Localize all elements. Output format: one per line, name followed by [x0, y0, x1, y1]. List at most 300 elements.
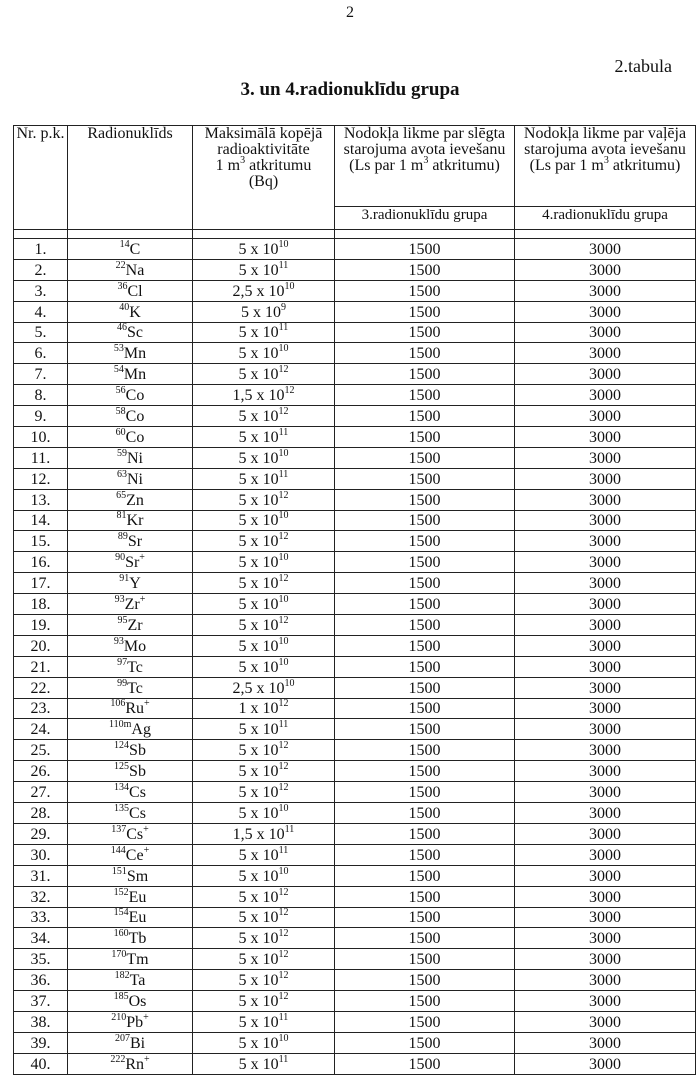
activity-cell [193, 907, 335, 928]
activity-mantissa: 5 [238, 742, 247, 760]
mass-number: 95 [117, 614, 128, 626]
group4-rate: 3000 [515, 1011, 696, 1032]
element-symbol: Ni [127, 470, 143, 488]
activity-cell [193, 552, 335, 573]
nuclide-cell [68, 907, 193, 928]
nuclide-cell [68, 489, 193, 510]
group4-rate: 3000 [515, 635, 696, 656]
activity-times-ten: x 10 [246, 637, 279, 655]
row-number: 9. [14, 406, 68, 427]
row-number: 3. [14, 280, 68, 301]
plus-marker: + [143, 1011, 149, 1023]
nuclide-cell [68, 552, 193, 573]
header-closed-source-rate [335, 126, 515, 207]
nuclide-cell [68, 656, 193, 677]
header-activity [193, 126, 335, 230]
row-number: 35. [14, 949, 68, 970]
activity-exponent: 10 [278, 343, 289, 355]
activity-exponent: 11 [284, 823, 295, 835]
mass-number: 151 [111, 865, 127, 877]
group4-rate: 3000 [515, 844, 696, 865]
nuclide-cell [68, 385, 193, 406]
activity-times-ten: x 10 [246, 596, 279, 614]
activity-times-ten: x 10 [252, 282, 285, 300]
activity-times-ten: x 10 [246, 1034, 279, 1052]
mass-number: 81 [116, 510, 127, 522]
activity-cell [193, 782, 335, 803]
element-symbol: Mo [123, 637, 147, 655]
activity-times-ten: x 10 [246, 867, 279, 885]
group3-rate: 1500 [335, 239, 515, 260]
group4-rate: 3000 [515, 594, 696, 615]
activity-mantissa: 5 [238, 596, 247, 614]
group3-rate: 1500 [335, 782, 515, 803]
activity-exponent: 12 [278, 364, 289, 376]
row-number: 27. [14, 782, 68, 803]
activity-exponent: 10 [278, 510, 289, 522]
mass-number: 210 [111, 1011, 127, 1023]
table-row [14, 489, 696, 510]
plus-marker: + [144, 1053, 150, 1065]
header-activity-line3: (Bq) [248, 173, 279, 190]
mass-number: 40 [119, 301, 130, 313]
activity-times-ten: x 10 [246, 930, 279, 948]
header-group3: 3.radionuklīdu grupa [335, 207, 515, 230]
table-row [14, 865, 696, 886]
element-symbol: Pb [126, 1013, 144, 1031]
activity-times-ten: x 10 [246, 888, 279, 906]
group4-rate: 3000 [515, 301, 696, 322]
row-number: 1. [14, 239, 68, 260]
activity-times-ten: x 10 [246, 491, 279, 509]
element-symbol: Na [125, 261, 145, 279]
header-nuclide: Radionuklīds [68, 126, 193, 230]
group4-rate: 3000 [515, 427, 696, 448]
table-row [14, 635, 696, 656]
nuclide-cell [68, 761, 193, 782]
header-closed-text: Nodokļa likme par slēgta starojuma avota ievešanu [343, 125, 506, 158]
activity-times-ten: x 10 [246, 408, 279, 426]
group3-rate: 1500 [335, 259, 515, 280]
mass-number: 53 [113, 343, 124, 355]
activity-exponent: 12 [278, 782, 289, 794]
activity-cell [193, 280, 335, 301]
row-number: 31. [14, 865, 68, 886]
activity-exponent: 11 [278, 322, 289, 334]
activity-mantissa: 5 [238, 784, 247, 802]
activity-mantissa: 5 [238, 721, 247, 739]
nuclide-cell [68, 1053, 193, 1074]
mass-number: 93 [113, 635, 124, 647]
group3-rate: 1500 [335, 301, 515, 322]
table-row [14, 385, 696, 406]
group3-rate: 1500 [335, 1011, 515, 1032]
nuclide-cell [68, 1011, 193, 1032]
group4-rate: 3000 [515, 510, 696, 531]
group3-rate: 1500 [335, 1053, 515, 1074]
row-number: 12. [14, 468, 68, 489]
group3-rate: 1500 [335, 385, 515, 406]
activity-times-ten: x 10 [246, 909, 279, 927]
activity-cell [193, 635, 335, 656]
table-row [14, 698, 696, 719]
table-row [14, 427, 696, 448]
row-number: 30. [14, 844, 68, 865]
table-row [14, 656, 696, 677]
table-row [14, 991, 696, 1012]
table-row [14, 259, 696, 280]
group3-rate: 1500 [335, 280, 515, 301]
table-row [14, 239, 696, 260]
group3-rate: 1500 [335, 656, 515, 677]
row-number: 15. [14, 531, 68, 552]
group4-rate: 3000 [515, 1053, 696, 1074]
activity-mantissa: 5 [238, 261, 247, 279]
group3-rate: 1500 [335, 427, 515, 448]
activity-exponent: 12 [278, 949, 289, 961]
mass-number: 65 [116, 489, 127, 501]
activity-times-ten: x 10 [246, 616, 279, 634]
activity-cell [193, 991, 335, 1012]
row-number: 33. [14, 907, 68, 928]
mass-number: 182 [114, 970, 130, 982]
activity-mantissa: 5 [238, 1055, 247, 1073]
activity-times-ten: x 10 [246, 784, 279, 802]
row-number: 40. [14, 1053, 68, 1074]
activity-mantissa: 5 [238, 951, 247, 969]
group3-rate: 1500 [335, 740, 515, 761]
group4-rate: 3000 [515, 468, 696, 489]
row-number: 37. [14, 991, 68, 1012]
nuclide-cell [68, 970, 193, 991]
activity-cell [193, 385, 335, 406]
group3-rate: 1500 [335, 531, 515, 552]
nuclide-cell [68, 615, 193, 636]
row-number: 39. [14, 1032, 68, 1053]
activity-cell [193, 322, 335, 343]
activity-exponent: 11 [278, 719, 289, 731]
activity-exponent: 11 [278, 259, 289, 271]
mass-number: 36 [117, 280, 128, 292]
activity-mantissa: 1,5 [232, 825, 253, 843]
element-symbol: Zn [126, 491, 144, 509]
element-symbol: Os [128, 992, 147, 1010]
activity-exponent: 10 [278, 656, 289, 668]
radionuclide-table [13, 125, 696, 1075]
table-row [14, 928, 696, 949]
element-symbol: Tb [128, 930, 147, 948]
group3-rate: 1500 [335, 594, 515, 615]
element-symbol: Ce [125, 846, 144, 864]
group4-rate: 3000 [515, 552, 696, 573]
nuclide-cell [68, 719, 193, 740]
row-number: 7. [14, 364, 68, 385]
row-number: 23. [14, 698, 68, 719]
nuclide-cell [68, 531, 193, 552]
activity-exponent: 10 [284, 677, 295, 689]
group4-rate: 3000 [515, 698, 696, 719]
activity-cell [193, 656, 335, 677]
activity-exponent: 12 [278, 573, 289, 585]
nuclide-cell [68, 1032, 193, 1053]
header-activity-line2: 1 $m^3$ atkritumu [215, 155, 312, 174]
activity-exponent: 10 [278, 447, 289, 459]
activity-exponent: 12 [278, 886, 289, 898]
activity-times-ten: x 10 [246, 533, 279, 551]
row-number: 19. [14, 615, 68, 636]
table-row [14, 677, 696, 698]
activity-mantissa: 5 [238, 658, 247, 676]
table-row [14, 761, 696, 782]
nuclide-cell [68, 886, 193, 907]
element-symbol: Sm [126, 867, 149, 885]
activity-cell [193, 928, 335, 949]
activity-times-ten: x 10 [246, 700, 279, 718]
activity-exponent: 12 [278, 698, 289, 710]
activity-exponent: 12 [278, 907, 289, 919]
mass-number: 152 [113, 886, 129, 898]
activity-cell [193, 531, 335, 552]
mass-number: 93 [114, 594, 125, 606]
table-row [14, 552, 696, 573]
group4-rate: 3000 [515, 886, 696, 907]
element-symbol: Tc [127, 658, 143, 676]
header-closed-unit: (Ls par 1 $m^3$ atkritumu) [349, 155, 500, 174]
nuclide-cell [68, 635, 193, 656]
activity-mantissa: 5 [238, 763, 247, 781]
activity-exponent: 9 [281, 301, 286, 313]
table-row [14, 447, 696, 468]
activity-exponent: 12 [278, 970, 289, 982]
group3-rate: 1500 [335, 1032, 515, 1053]
element-symbol: Sb [129, 763, 146, 781]
row-number: 21. [14, 656, 68, 677]
row-number: 17. [14, 573, 68, 594]
group4-rate: 3000 [515, 489, 696, 510]
mass-number: 154 [113, 907, 129, 919]
mass-number: 135 [114, 802, 130, 814]
mass-number: 170 [111, 949, 127, 961]
mass-number: 137 [111, 823, 127, 835]
activity-cell [193, 406, 335, 427]
group3-rate: 1500 [335, 865, 515, 886]
nuclide-cell [68, 280, 193, 301]
mass-number: 185 [113, 990, 129, 1002]
table-label: 2.tabula [614, 56, 672, 76]
element-symbol: Co [125, 387, 145, 405]
row-number: 14. [14, 510, 68, 531]
group4-rate: 3000 [515, 865, 696, 886]
activity-times-ten: x 10 [246, 951, 279, 969]
table-row [14, 343, 696, 364]
activity-cell [193, 447, 335, 468]
row-number: 36. [14, 970, 68, 991]
group3-rate: 1500 [335, 510, 515, 531]
activity-times-ten: x 10 [246, 240, 279, 258]
nuclide-cell [68, 343, 193, 364]
activity-times-ten: x 10 [249, 303, 281, 321]
nuclide-cell [68, 865, 193, 886]
activity-exponent: 11 [278, 426, 289, 438]
activity-times-ten: x 10 [246, 992, 279, 1010]
mass-number: 160 [113, 928, 129, 940]
activity-times-ten: x 10 [246, 846, 279, 864]
activity-mantissa: 5 [238, 575, 247, 593]
table-row [14, 573, 696, 594]
table-body [14, 230, 696, 1075]
activity-exponent: 12 [278, 614, 289, 626]
activity-times-ten: x 10 [246, 345, 279, 363]
mass-number: 125 [114, 761, 130, 773]
activity-mantissa: 5 [238, 616, 247, 634]
group4-rate: 3000 [515, 385, 696, 406]
element-symbol: Mn [123, 366, 147, 384]
row-number: 34. [14, 928, 68, 949]
element-symbol: Zr [124, 596, 140, 614]
row-number: 2. [14, 259, 68, 280]
group4-rate: 3000 [515, 343, 696, 364]
nuclide-cell [68, 301, 193, 322]
element-symbol: Kr [126, 512, 144, 530]
activity-mantissa: 5 [238, 449, 247, 467]
activity-cell [193, 468, 335, 489]
activity-times-ten: x 10 [246, 428, 279, 446]
mass-number: 59 [117, 447, 127, 459]
row-number: 11. [14, 447, 68, 468]
row-number: 6. [14, 343, 68, 364]
group3-rate: 1500 [335, 406, 515, 427]
table-row [14, 740, 696, 761]
group4-rate: 3000 [515, 406, 696, 427]
activity-mantissa: 5 [238, 846, 247, 864]
activity-mantissa: 5 [238, 888, 247, 906]
activity-mantissa: 5 [238, 804, 247, 822]
activity-times-ten: x 10 [246, 658, 279, 676]
table-row [14, 531, 696, 552]
group4-rate: 3000 [515, 573, 696, 594]
activity-mantissa: 5 [238, 491, 247, 509]
activity-cell [193, 740, 335, 761]
activity-mantissa: 5 [238, 554, 247, 572]
activity-cell [193, 1032, 335, 1053]
activity-mantissa: 5 [238, 533, 247, 551]
table-row [14, 886, 696, 907]
group3-rate: 1500 [335, 761, 515, 782]
table-row [14, 301, 696, 322]
activity-exponent: 11 [278, 468, 289, 480]
activity-mantissa: 5 [238, 428, 247, 446]
element-symbol: Ru [125, 700, 145, 718]
plus-marker: + [143, 823, 149, 835]
table-row [14, 1032, 696, 1053]
mass-number: 46 [117, 322, 127, 334]
mass-number: 207 [114, 1032, 130, 1044]
row-number: 32. [14, 886, 68, 907]
nuclide-cell [68, 928, 193, 949]
row-number: 24. [14, 719, 68, 740]
activity-cell [193, 677, 335, 698]
activity-mantissa: 1 [238, 700, 247, 718]
group3-rate: 1500 [335, 991, 515, 1012]
activity-exponent: 11 [278, 1011, 289, 1023]
group3-rate: 1500 [335, 322, 515, 343]
table-row [14, 719, 696, 740]
group3-rate: 1500 [335, 844, 515, 865]
nuclide-cell [68, 698, 193, 719]
activity-exponent: 10 [278, 865, 289, 877]
group4-rate: 3000 [515, 364, 696, 385]
activity-mantissa: 5 [238, 345, 247, 363]
table-row [14, 949, 696, 970]
activity-mantissa: 5 [238, 867, 247, 885]
group3-rate: 1500 [335, 823, 515, 844]
activity-cell [193, 949, 335, 970]
nuclide-cell [68, 322, 193, 343]
mass-number: 99 [117, 677, 128, 689]
row-number: 38. [14, 1011, 68, 1032]
nuclide-cell [68, 844, 193, 865]
element-symbol: Ta [129, 972, 146, 990]
element-symbol: Y [129, 575, 141, 593]
group3-rate: 1500 [335, 949, 515, 970]
table-row [14, 406, 696, 427]
group3-rate: 1500 [335, 928, 515, 949]
activity-mantissa: 5 [241, 303, 249, 321]
element-symbol: Sr [127, 533, 143, 551]
table-row [14, 844, 696, 865]
activity-mantissa: 2,5 [232, 282, 253, 300]
element-symbol: Sb [129, 742, 146, 760]
activity-times-ten: x 10 [246, 721, 279, 739]
element-symbol: Ag [131, 721, 151, 739]
activity-cell [193, 823, 335, 844]
row-number: 5. [14, 322, 68, 343]
header-open-text: Nodokļa likme par vaļēja starojuma avota ievešanu [523, 125, 687, 158]
row-number: 18. [14, 594, 68, 615]
element-symbol: Sc [127, 324, 143, 342]
activity-times-ten: x 10 [246, 575, 279, 593]
activity-cell [193, 239, 335, 260]
group4-rate: 3000 [515, 239, 696, 260]
activity-cell [193, 301, 335, 322]
spacer-row [14, 230, 696, 239]
group3-rate: 1500 [335, 552, 515, 573]
table-row [14, 823, 696, 844]
table-row [14, 615, 696, 636]
activity-times-ten: x 10 [246, 470, 279, 488]
nuclide-cell [68, 447, 193, 468]
mass-number: 90 [115, 552, 126, 564]
activity-exponent: 11 [278, 1053, 289, 1065]
activity-exponent: 12 [278, 740, 289, 752]
activity-mantissa: 5 [238, 470, 247, 488]
element-symbol: Eu [128, 909, 147, 927]
plus-marker: + [139, 594, 146, 606]
activity-cell [193, 615, 335, 636]
activity-exponent: 12 [278, 406, 289, 418]
activity-mantissa: 1,5 [232, 387, 253, 405]
activity-cell [193, 803, 335, 824]
group3-rate: 1500 [335, 343, 515, 364]
activity-times-ten: x 10 [252, 679, 285, 697]
row-number: 25. [14, 740, 68, 761]
group4-rate: 3000 [515, 677, 696, 698]
table-row [14, 1053, 696, 1074]
activity-mantissa: 2,5 [232, 679, 253, 697]
group4-rate: 3000 [515, 761, 696, 782]
group4-rate: 3000 [515, 970, 696, 991]
activity-cell [193, 510, 335, 531]
